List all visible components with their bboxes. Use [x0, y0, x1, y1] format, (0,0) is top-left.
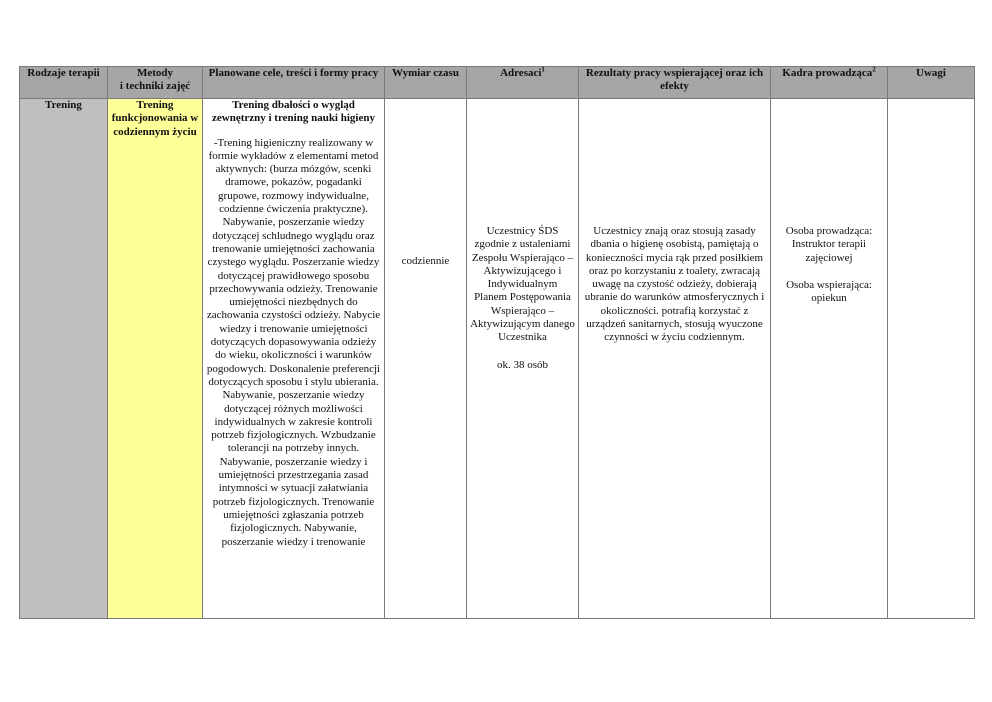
header-methods: Metody i techniki zajęć — [108, 67, 203, 99]
table-row — [20, 99, 975, 619]
cell-therapy-type: Trening — [20, 99, 108, 619]
header-time: Wymiar czasu — [385, 67, 467, 99]
footnote-marker: 1 — [541, 65, 545, 74]
table-header-row — [20, 67, 975, 99]
cell-notes — [888, 99, 975, 619]
addressees-text: Uczestnicy ŚDS zgodnie z ustaleniami Zespołu Wspierająco – Aktywizującego i Indywidualnym Planem Postępowania Wspierająco – Aktywizującym danego Uczestnika — [470, 225, 575, 344]
header-addressees — [467, 67, 579, 99]
staff-lead: Osoba prowadząca: Instruktor terapii zajęciowej — [785, 225, 873, 264]
footnote-marker: 2 — [872, 65, 876, 74]
header-goals: Planowane cele, treści i formy pracy — [203, 67, 385, 99]
header-results: Rezultaty pracy wspierającej oraz ich efekty — [579, 67, 771, 99]
header-addressees-label: Adresaci — [500, 67, 542, 79]
cell-method: Trening funkcjonowania w codziennym życiu — [108, 99, 203, 619]
header-staff — [771, 67, 888, 99]
goals-body: -Trening higieniczny realizowany w formie wykładów z elementami metod aktywnych: (burza mózgów, scenki dramowe, pokazów, pogadanki grupowe, rozmowy indywidualne, codzienne ćwiczenia praktyczne). Nabywanie, poszerzanie wiedzy dotyczącej schludnego wyglądu oraz trenowanie umiejętności zachowania czystego wyglądu. Poszerzanie wiedzy dotyczącej prawidłowego sposobu przechowywania odzieży. Trenowanie umiejętności niezbędnych do zachowania czystości odzieży. Nabycie wiedzy i trenowanie umiejętności dotyczących dopasowywania odzieży do wieku, okoliczności i warunków pogodowych. Doskonalenie preferencji dotyczących sposobu i stylu ubierania. Nabywanie, poszerzanie wiedzy dotyczącej różnych możliwości indywidualnych w zakresie kontroli potrzeb fizjologicznych. Wzbudzanie tolerancji na potrzeby innych. Nabywanie, poszerzanie wiedzy i umiejętności przestrzegania zasad intymności w sytuacji załatwiania potrzeb fizjologicznych. Trenowanie umiejętności zgłaszania potrzeb fizjologicznych. Nabywanie, poszerzanie wiedzy i trenowanie — [206, 136, 381, 548]
cell-goals — [203, 99, 385, 619]
time-value: codziennie — [401, 255, 450, 267]
therapy-plan-table — [19, 66, 975, 619]
results-text: Uczestnicy znają oraz stosują zasady dbania o higienę osobistą, pamiętają o konieczności mycia rąk przed posiłkiem oraz po korzystaniu z toalety, zwracają uwagę na czystość odzieży, dobierają ubranie do warunków atmosferycznych i okoliczności. potrafią korzystać z urządzeń sanitarnych, stosują wyuczone czynności w życiu codziennym. — [584, 225, 765, 344]
cell-addressees — [467, 99, 579, 619]
header-staff-label: Kadra prowadząca — [782, 67, 873, 79]
header-therapy-type: Rodzaje terapii — [20, 67, 108, 99]
goals-title: Trening dbałości o wygląd zewnętrzny i trening nauki higieny — [212, 99, 375, 125]
cell-results — [579, 99, 771, 619]
addressees-count: ok. 38 osób — [496, 358, 549, 371]
cell-time — [385, 99, 467, 619]
header-notes: Uwagi — [888, 67, 975, 99]
cell-staff — [771, 99, 888, 619]
staff-support: Osoba wspierająca: opiekun — [786, 278, 872, 305]
